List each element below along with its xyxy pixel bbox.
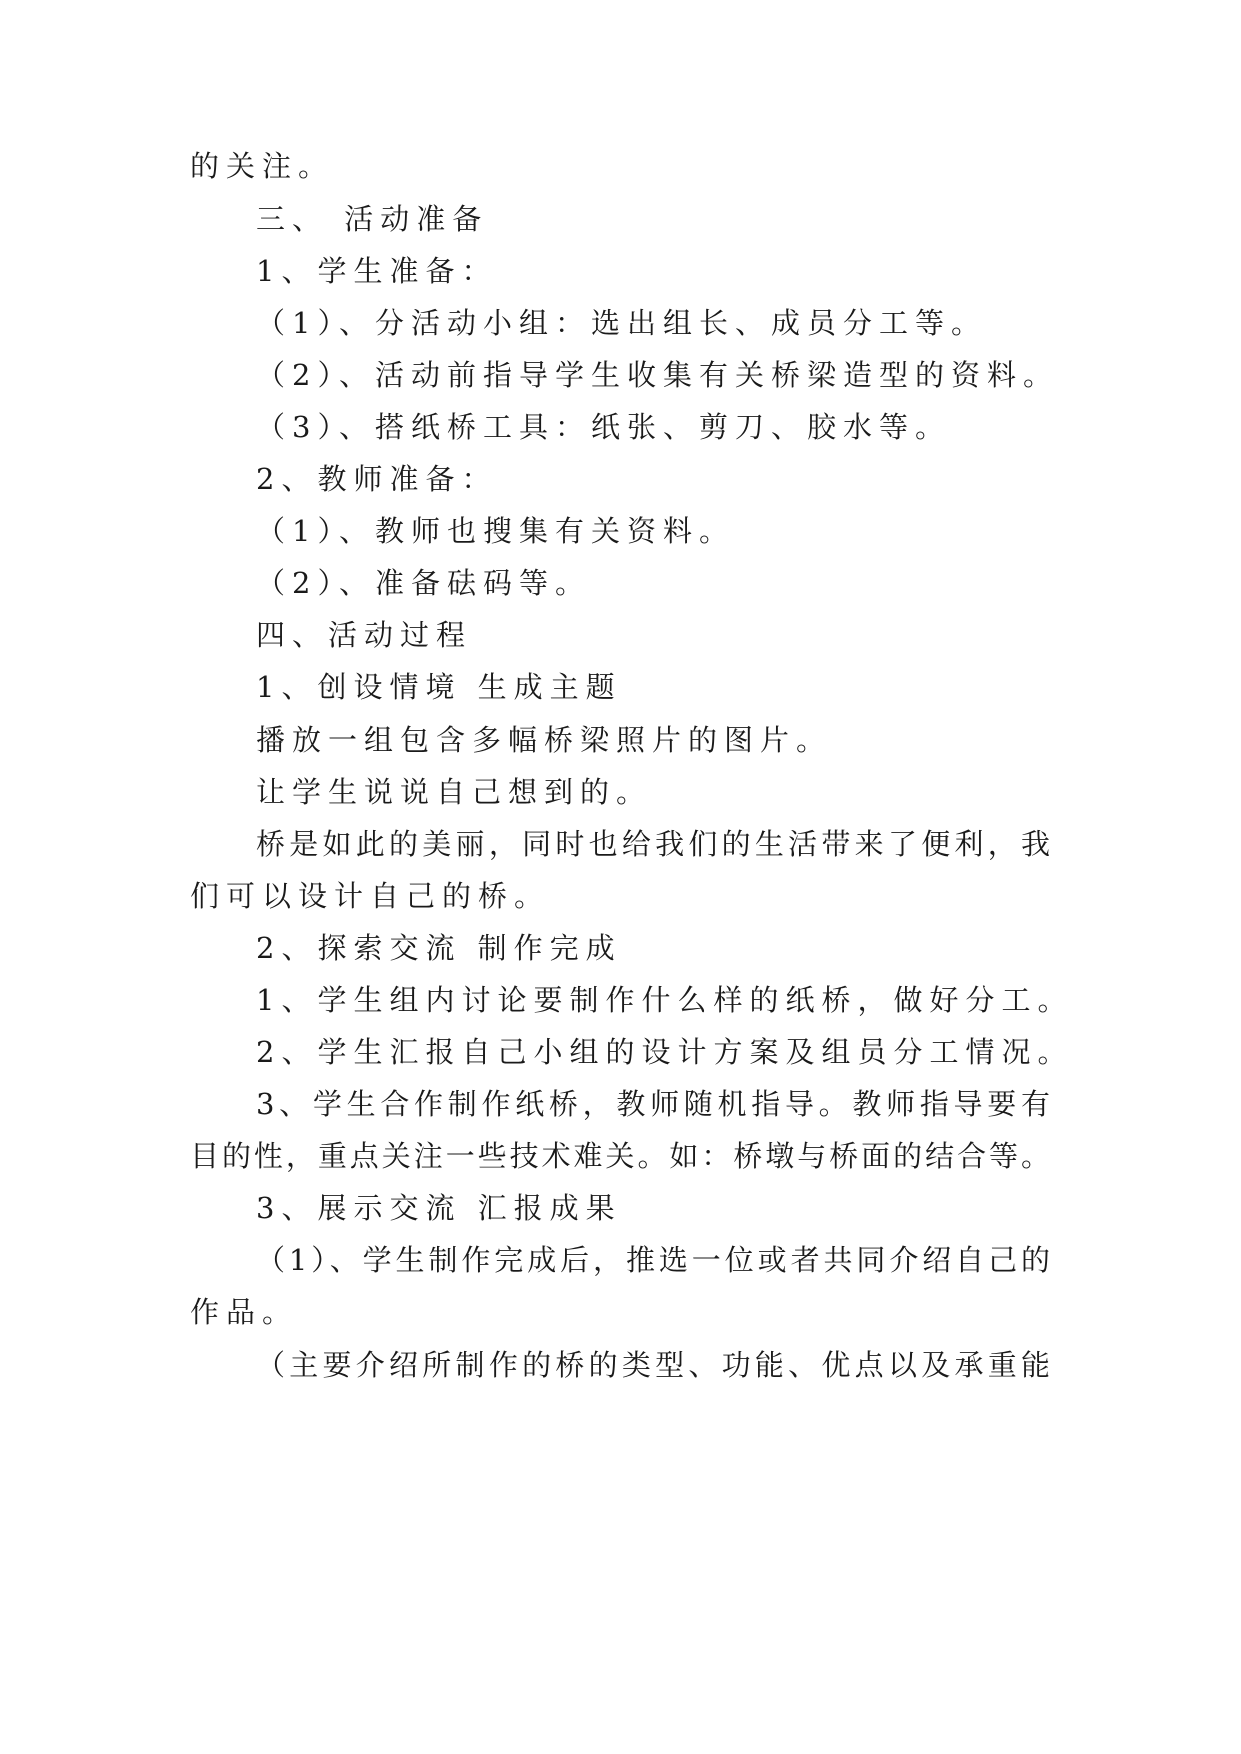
list-item: 3、学生合作制作纸桥，教师随机指导。教师指导要有 — [256, 1087, 1050, 1121]
paragraph-line: 作品。 — [190, 1295, 299, 1329]
list-item: （2）、活动前指导学生收集有关桥梁造型的资料。 — [256, 358, 1059, 392]
subsection-heading: 2、教师准备： — [256, 462, 498, 496]
paragraph-line: 桥是如此的美丽，同时也给我们的生活带来了便利，我 — [256, 827, 1050, 861]
subsection-heading: 3、展示交流 汇报成果 — [256, 1191, 622, 1225]
list-item: （1）、分活动小组：选出组长、成员分工等。 — [256, 306, 987, 340]
list-item: （2）、准备砝码等。 — [256, 566, 591, 600]
paragraph-line: （主要介绍所制作的桥的类型、功能、优点以及承重能 — [256, 1348, 1050, 1382]
paragraph-line: 目的性，重点关注一些技术难关。如：桥墩与桥面的结合等。 — [190, 1139, 1050, 1173]
section-heading: 四、活动过程 — [256, 618, 473, 652]
paragraph-line: 播放一组包含多幅桥梁照片的图片。 — [256, 723, 833, 757]
list-item: （1）、学生制作完成后，推选一位或者共同介绍自己的 — [256, 1243, 1050, 1277]
subsection-heading: 2、探索交流 制作完成 — [256, 931, 622, 965]
list-item: 1、学生组内讨论要制作什么样的纸桥，做好分工。 — [256, 983, 1074, 1017]
paragraph-line: 让学生说说自己想到的。 — [256, 775, 653, 809]
list-item: （3）、搭纸桥工具：纸张、剪刀、胶水等。 — [256, 410, 951, 444]
list-item: 2、学生汇报自己小组的设计方案及组员分工情况。 — [256, 1035, 1074, 1069]
subsection-heading: 1、学生准备： — [256, 254, 498, 288]
text-line: 的关注。 — [190, 149, 335, 183]
list-item: （1）、教师也搜集有关资料。 — [256, 514, 735, 548]
paragraph-line: 们可以设计自己的桥。 — [190, 879, 551, 913]
section-heading: 三、 活动准备 — [256, 202, 489, 236]
subsection-heading: 1、创设情境 生成主题 — [256, 670, 622, 704]
